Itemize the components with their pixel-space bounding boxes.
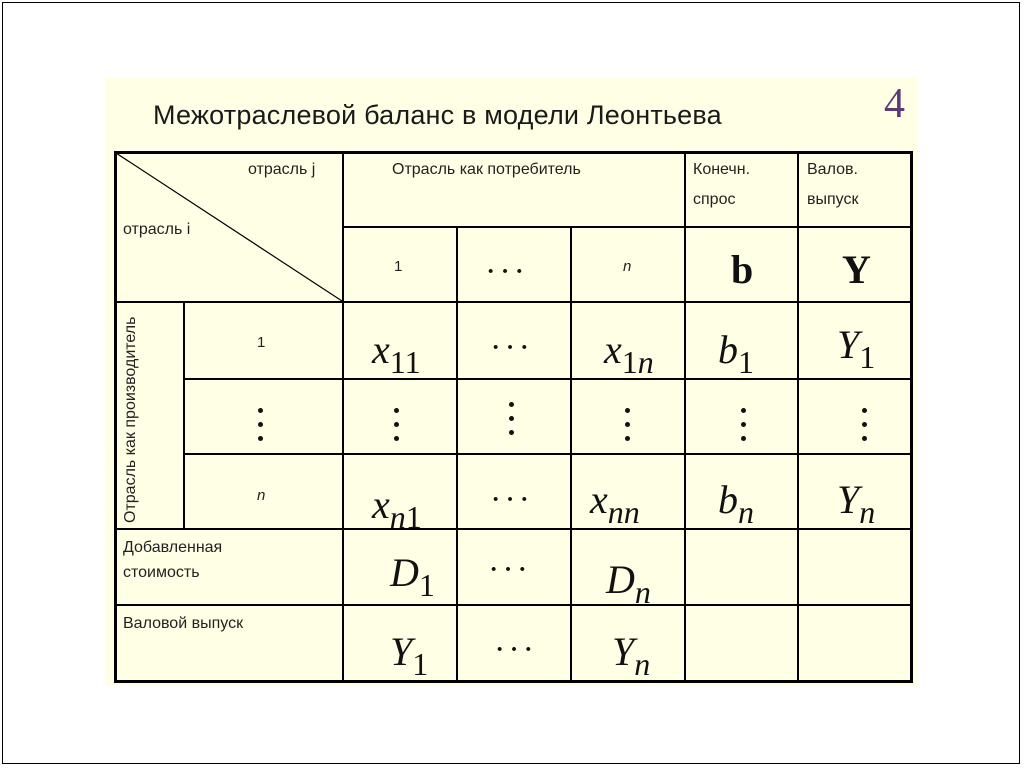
column-dots-header: ···	[485, 253, 528, 290]
vdots-col-n	[625, 408, 631, 450]
cell-dots-D: ···	[488, 551, 531, 588]
gross-output-header-1: Валов.	[807, 161, 858, 178]
vdots-row-label	[258, 408, 264, 450]
added-value-label-1: Добавленная	[123, 539, 223, 556]
final-demand-header-1: Конечн.	[693, 161, 751, 178]
cell-x1n: $x_{1n}$	[604, 327, 654, 380]
cell-b1: $b_1$	[718, 327, 754, 380]
producer-row-label: Отрасль как производитель	[122, 316, 139, 523]
cell-x11: $x_{11}$	[372, 327, 421, 380]
page-number: 4	[884, 81, 905, 127]
slide-title: Межотраслевой баланс в модели Леонтьева	[153, 100, 722, 130]
cell-dots-Y: ···	[494, 631, 537, 668]
cell-Y1-bottom: $Y_1$	[390, 629, 429, 682]
cell-Dn: $D_n$	[606, 557, 651, 610]
row-n-label: n	[257, 487, 266, 504]
gross-output-row-label: Валовой выпуск	[123, 615, 244, 632]
corner-label-i: отрасль i	[123, 221, 191, 238]
vdots-col-Y	[862, 408, 868, 450]
added-value-label-2: стоимость	[123, 564, 200, 581]
column-1-header: 1	[394, 258, 403, 275]
column-b-header: b	[731, 247, 754, 292]
cell-Yn-bottom: $Y_n$	[612, 629, 651, 682]
final-demand-header-2: спрос	[693, 191, 736, 208]
corner-label-j: отрасль j	[248, 161, 316, 178]
cell-xnn: $x_{nn}$	[590, 477, 640, 530]
column-n-header: n	[623, 258, 632, 275]
vdots-col-dots	[509, 402, 515, 444]
column-Y-header: Y	[842, 247, 871, 292]
cell-D1: $D_1$	[390, 550, 435, 603]
gross-output-header-2: выпуск	[807, 191, 859, 208]
cell-Y1-row: $Y_1$	[837, 322, 876, 375]
consumer-header: Отрасль как потребитель	[392, 161, 581, 178]
cell-Yn-row: $Y_n$	[837, 477, 876, 530]
row-1-label: 1	[257, 334, 266, 351]
cell-dots-rn: ···	[490, 481, 533, 518]
vdots-col-b	[741, 408, 747, 450]
cell-dots-r1: ···	[490, 329, 533, 366]
cell-xn1: $x_{n1}$	[372, 482, 422, 535]
vdots-col-1	[394, 408, 400, 450]
cell-bn: $b_n$	[718, 477, 754, 530]
